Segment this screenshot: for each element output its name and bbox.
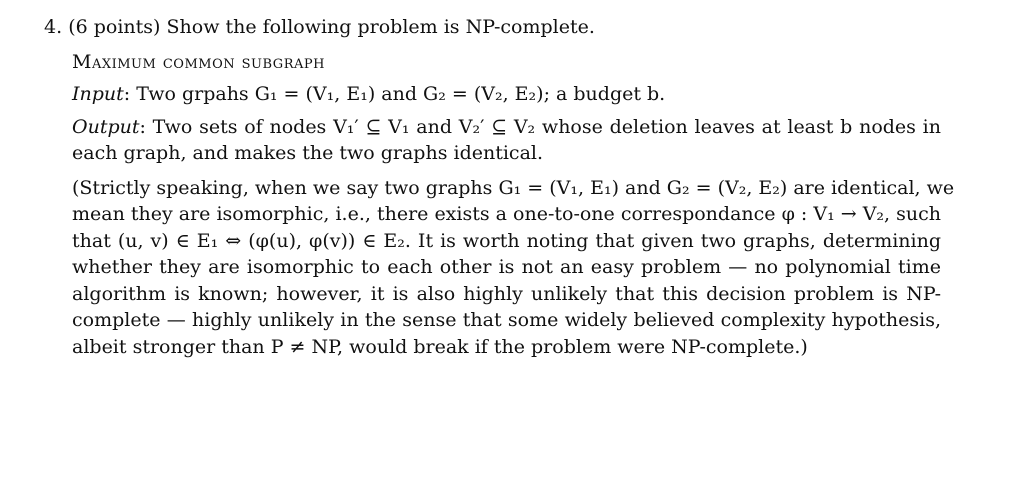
input-label: Input <box>72 83 124 105</box>
note-block <box>72 175 955 361</box>
output-line-2: each graph, and makes the two graphs identical. <box>72 142 544 164</box>
problem-name: Maximum common subgraph <box>72 50 325 73</box>
problem-heading <box>44 14 944 41</box>
input-line <box>72 81 944 108</box>
note-line-1: (Strictly speaking, when we say two graphs G₁ = (V₁, E₁) and G₂ = (V₂, E₂) are identical, we <box>72 176 955 199</box>
note-line-6: complete — highly unlikely in the sense that some widely believed complexity hypothesis, <box>72 309 941 331</box>
note-line-5: algorithm is known; however, it is also highly unlikely that this decision problem is NP- <box>72 282 941 305</box>
note-line-4: whether they are isomorphic to each other is not an easy problem — no polynomial time <box>72 256 941 278</box>
output-block <box>72 114 941 167</box>
problem-4 <box>44 14 955 360</box>
note-line-7: albeit stronger than P ≠ NP, would break if the problem were NP-complete.) <box>72 335 808 358</box>
output-line-1 <box>72 114 941 141</box>
problem-number: 4. <box>44 16 63 38</box>
output-label: Output <box>72 115 140 138</box>
output-text-1: : Two sets of nodes V₁′ ⊆ V₁ and V₂′ ⊆ V₂ whose deletion leaves at least b nodes in <box>139 115 941 138</box>
problem-points: (6 points) <box>68 16 161 38</box>
input-text: : Two grpahs G₁ = (V₁, E₁) and G₂ = (V₂, E₂); a budget b. <box>123 83 666 105</box>
problem-statement: Show the following problem is NP-complete. <box>166 16 595 38</box>
note-line-2: mean they are isomorphic, i.e., there exists a one-to-one correspondance φ : V₁ → V₂, such <box>72 203 941 225</box>
note-line-3: that (u, v) ∈ E₁ ⇔ (φ(u), φ(v)) ∈ E₂. It is worth noting that given two graphs, determining <box>72 229 941 252</box>
